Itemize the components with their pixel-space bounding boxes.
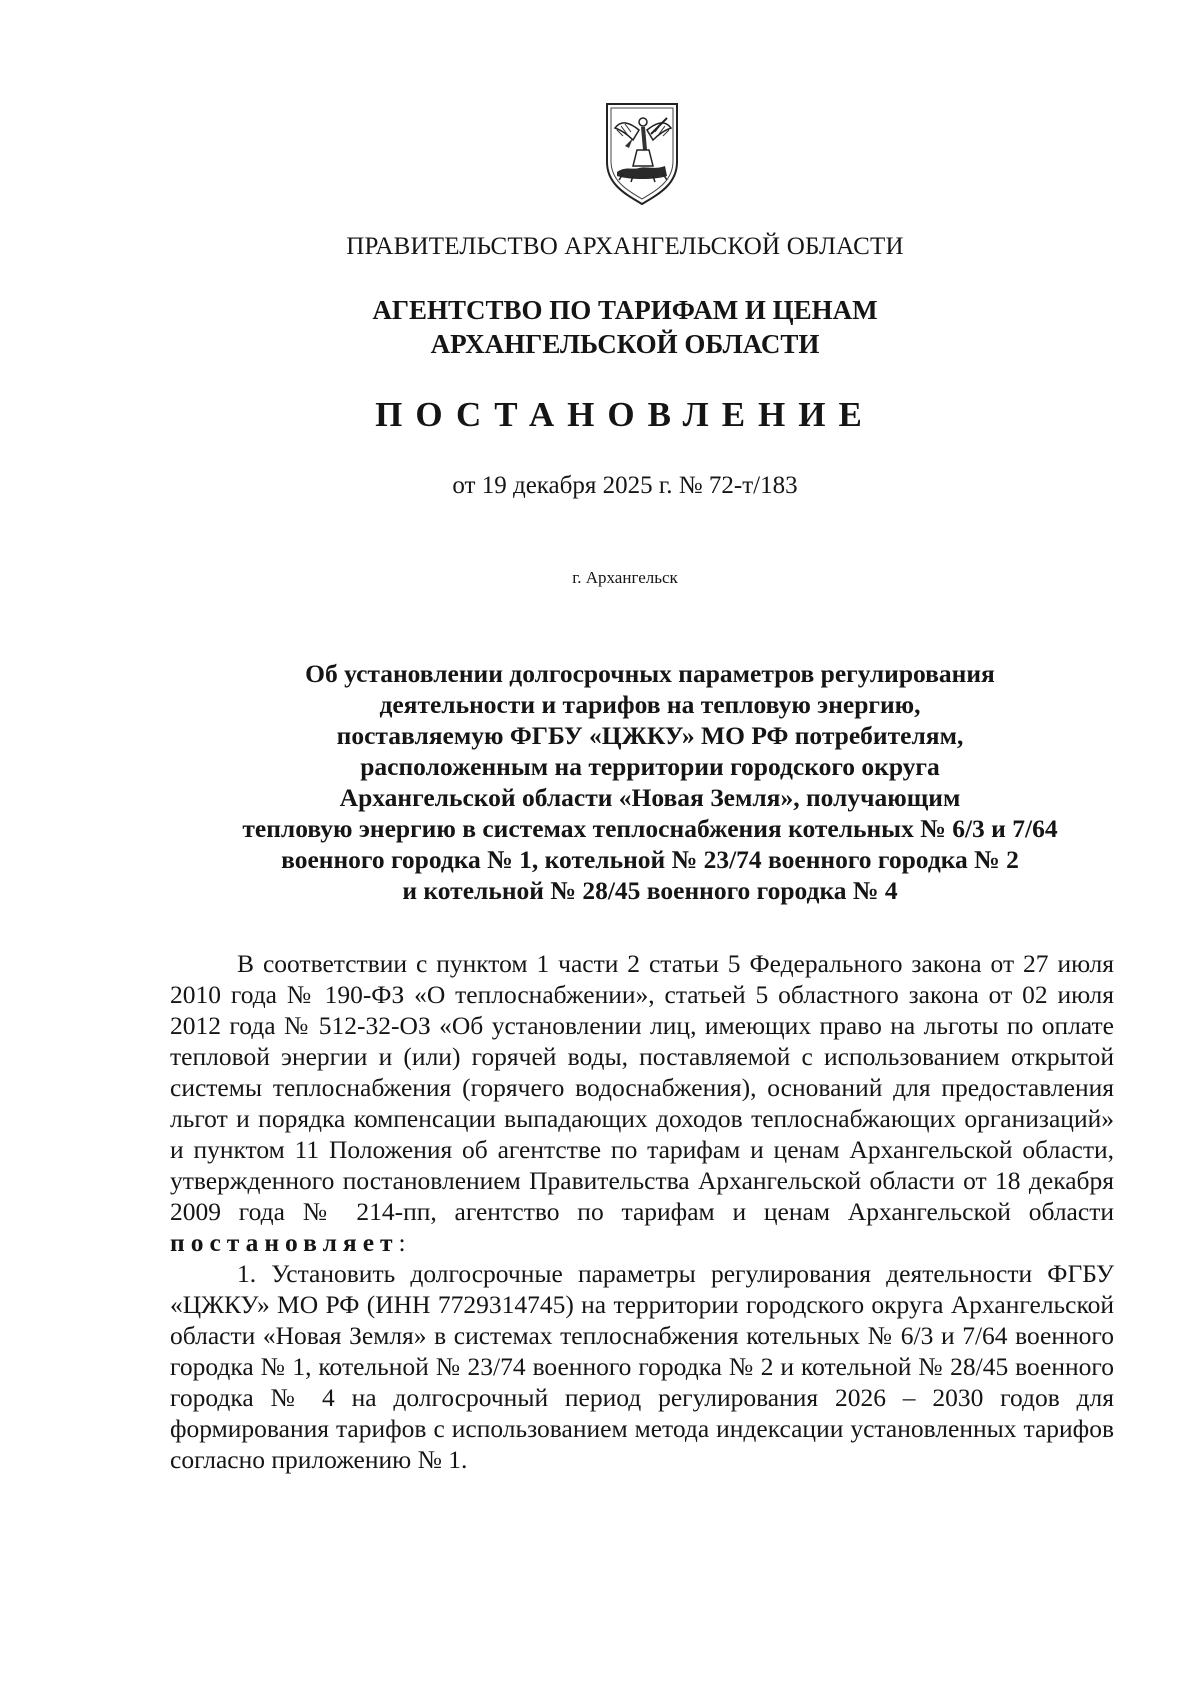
- document-date-number: от 19 декабря 2025 г. № 72-т/183: [452, 472, 798, 499]
- preamble-text: В соответствии с пунктом 1 части 2 статьи 5 Федерального закона от 27 июля 2010 года № 190-ФЗ «О теплоснабжении», статьей 5 областного закона от 02 июля 2012 года № 512-32-ОЗ «Об установлении лиц, имеющих право на льготы по оплате тепловой энергии и (или) горячей воды, поставляемой с использованием открытой системы теплоснабжения (горячего водоснабжения), оснований для предоставления льгот и порядка компенсации выпадающих доходов теплоснабжающих организаций» и пунктом 11 Положения об агентстве по тарифам и ценам Архангельской области, утвержденного постановлением Правительства Архангельской области от 18 декабря 2009 года № 214-пп, агентство по тарифам и ценам Архангельской области: [170, 949, 1114, 1226]
- agency-name-line2: АРХАНГЕЛЬСКОЙ ОБЛАСТИ: [430, 329, 820, 359]
- title-line: Об установлении долгосрочных параметров регулирования: [305, 659, 995, 688]
- document-city: г. Архангельск: [572, 568, 678, 587]
- document-body: [170, 948, 1114, 1475]
- title-line: и котельной № 28/45 военного городка № 4: [402, 876, 898, 905]
- title-line: Архангельской области «Новая Земля», получающим: [339, 783, 961, 812]
- agency-name-line1: АГЕНТСТВО ПО ТАРИФАМ И ЦЕНАМ: [372, 295, 878, 325]
- government-name: ПРАВИТЕЛЬСТВО АРХАНГЕЛЬСКОЙ ОБЛАСТИ: [346, 233, 904, 260]
- coat-of-arms-icon: [603, 100, 681, 208]
- title-line: военного городка № 1, котельной № 23/74 военного городка № 2: [281, 845, 1019, 874]
- title-line: расположенным на территории городского округа: [360, 752, 940, 781]
- title-line: поставляемую ФГБУ «ЦЖКУ» МО РФ потребителям,: [336, 721, 964, 750]
- agency-name: [0, 293, 1200, 361]
- clause-1-paragraph: 1. Установить долгосрочные параметры регулирования деятельности ФГБУ «ЦЖКУ» МО РФ (ИНН 7729314745) на территории городского округа Архангельской области «Новая Земля» в системах теплоснабжения котельных № 6/3 и 7/64 военного городка № 1, котельной № 23/74 военного городка № 2 и котельной № 28/45 военного городка № 4 на долгосрочный период регулирования 2026 – 2030 годов для формирования тарифов с использованием метода индексации установленных тарифов согласно приложению № 1.: [170, 1259, 1114, 1474]
- document-type: ПОСТАНОВЛЕНИЕ: [375, 395, 875, 434]
- document-title: [150, 658, 1150, 906]
- title-line: деятельности и тарифов на тепловую энергию,: [379, 690, 921, 719]
- decree-word: постановляет: [170, 1228, 399, 1257]
- decree-colon: :: [398, 1228, 406, 1257]
- title-line: тепловую энергию в системах теплоснабжения котельных № 6/3 и 7/64: [242, 814, 1058, 843]
- preamble-paragraph: [170, 948, 1114, 1258]
